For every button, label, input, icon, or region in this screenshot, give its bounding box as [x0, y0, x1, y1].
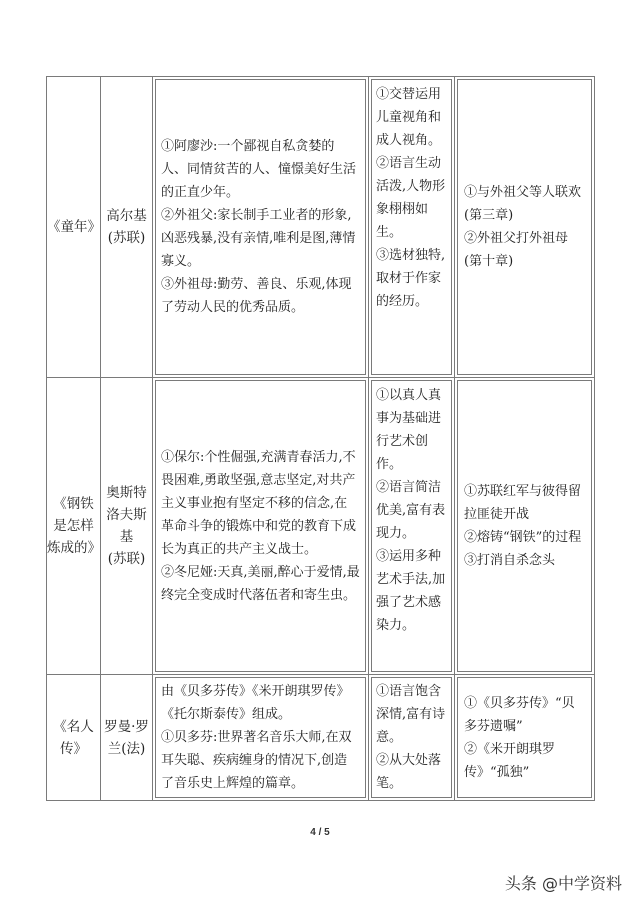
book-title [47, 77, 101, 378]
feature-entry: ②从大处落笔。 [376, 753, 442, 791]
characters-cell [153, 675, 369, 801]
character-entry: ①阿廖沙:一个鄙视自私贪婪的人、同情贫苦的人、憧憬美好生活的正直少年。 [161, 139, 357, 200]
feature-entry: ①语言饱含深情,富有诗意。 [376, 684, 446, 745]
event-entry: ①苏联红军与彼得留拉匪徒开战 [464, 484, 582, 522]
book-title-text: 《名人传》 [53, 718, 94, 757]
table-row [47, 675, 595, 801]
characters-cell [153, 378, 369, 675]
book-title-text: 《钢铁是怎样炼成的》 [47, 496, 101, 556]
book-title [47, 675, 101, 801]
character-entry: ③外祖母:勤劳、善良、乐观,体现了劳动人民的优秀品质。 [161, 277, 352, 315]
watermark: 头条 @中学资料 [504, 874, 622, 893]
table-row [47, 77, 595, 378]
feature-entry: ②语言生动活泼,人物形象栩栩如生。 [376, 156, 446, 240]
book-title [47, 378, 101, 675]
feature-entry: ③选材独特,取材于作家的经历。 [376, 248, 446, 309]
event-entry: ②《米开朗琪罗传》“孤独” [464, 741, 556, 780]
author-name: 高尔基 [106, 208, 147, 224]
author-name: 奥斯特洛夫斯基 [106, 485, 147, 545]
events-cell [455, 77, 595, 378]
feature-entry: ②语言简洁优美,富有表现力。 [376, 480, 446, 541]
character-entry: ②冬尼娅:天真,美丽,醉心于爱情,最终完全变成时代落伍者和寄生虫。 [161, 564, 360, 603]
character-entry: 由《贝多芬传》《米开朗琪罗传》《托尔斯泰传》组成。 [161, 684, 350, 722]
features-cell [369, 378, 455, 675]
book-author [101, 378, 153, 675]
features-cell [369, 675, 455, 801]
feature-entry: ③运用多种艺术手法,加强了艺术感染力。 [376, 549, 446, 633]
author-country: (苏联) [107, 230, 146, 246]
book-author [101, 77, 153, 378]
events-cell [455, 675, 595, 801]
table-row [47, 378, 595, 675]
events-cell [455, 378, 595, 675]
character-entry: ①保尔:个性倔强,充满青春活力,不畏困难,勇敢坚强,意志坚定,对共产主义事业抱有坚定不移的信念,在革命斗争的锻炼中和党的教育下成长为真正的共产主义战士。 [161, 449, 357, 557]
author-country: (苏联) [107, 551, 146, 567]
event-entry: ③打消自杀念头 [464, 553, 556, 568]
feature-entry: ①以真人真事为基础进行艺术创作。 [376, 388, 442, 472]
event-entry: ①与外祖父等人联欢(第三章) [464, 185, 582, 223]
literature-table [46, 76, 595, 801]
event-entry: ②外祖父打外祖母(第十章) [464, 231, 569, 269]
character-entry: ①贝多芬:世界著名音乐大师,在双耳失聪、疾病缠身的情况下,创造了音乐史上辉煌的篇章。 [161, 730, 352, 791]
event-entry: ②熔铸“钢铁”的过程 [464, 530, 582, 545]
character-entry: ②外祖父:家长制手工业者的形象,凶恶残暴,没有亲情,唯利是图,薄情寡义。 [161, 208, 356, 269]
page-number: 4 / 5 [310, 827, 330, 838]
book-author [101, 675, 153, 801]
book-title-text: 《童年》 [47, 219, 101, 235]
author-country: 兰(法) [107, 740, 146, 757]
features-cell [369, 77, 455, 378]
event-entry: ①《贝多芬传》“贝多芬遗嘱” [464, 695, 575, 734]
characters-cell [153, 77, 369, 378]
feature-entry: ①交替运用儿童视角和成人视角。 [376, 87, 442, 148]
author-name: 罗曼·罗 [104, 718, 149, 735]
